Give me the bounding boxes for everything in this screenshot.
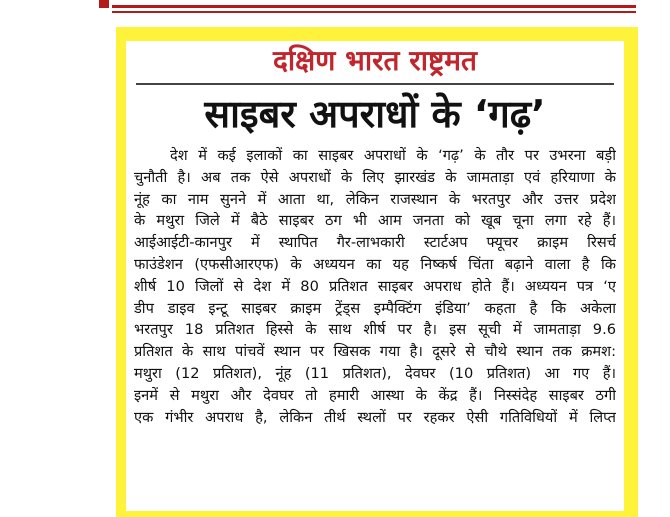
body-line: आईआईटी-कानपुर में स्थापित गैर-लाभकारी स्टार्टअप फ्यूचर क्राइम रिसर्च — [134, 234, 616, 252]
body-line: शीर्ष 10 जिलों से देश में 80 प्रतिशत साइबर अपराध होते हैं। अध्ययन पत्र ‘ए — [134, 277, 616, 295]
body-line: फाउंडेशन (एफसीआरएफ) के अध्ययन का यह निष्कर्ष चिंता बढ़ाने वाला है कि — [134, 255, 616, 273]
divider — [136, 83, 614, 85]
newspaper-name: दक्षिण भारत राष्ट्रमत — [272, 44, 478, 77]
body-line: के मथुरा जिले में बैठे साइबर ठग भी आम जनता को खूब चूना लगा रहे हैं। — [134, 212, 616, 230]
body-line: प्रतिशत के साथ पांचवें स्थान पर खिसक गया है। दूसरे से चौथे स्थान तक क्रमश: — [134, 343, 616, 361]
body-line: एक गंभीर अपराध है, लेकिन तीर्थ स्थलों पर रहकर ऐसी गतिविधियों में लिप्त — [134, 408, 616, 426]
clipping-content — [126, 41, 624, 511]
body-line: मथुरा (12 प्रतिशत), नूंह (11 प्रतिशत), देवघर (10 प्रतिशत) आ गए हैं। — [134, 364, 616, 382]
decorative-mark — [99, 0, 109, 8]
body-line: भरतपुर 18 प्रतिशत हिस्से के साथ शीर्ष पर है। इस सूची में जामताड़ा 9.6 — [134, 321, 616, 339]
top-border-rule-thin — [112, 11, 636, 13]
body-line: नूंह का नाम सुनने में आता था, लेकिन राजस्थान के भरतपुर और उत्तर प्रदेश — [134, 190, 616, 208]
newspaper-clipping — [116, 27, 638, 517]
body-line: इनमें से मथुरा और देवघर तो हमारी आस्था के केंद्र हैं। निस्संदेह साइबर ठगी — [134, 386, 616, 404]
body-line: चुनौती है। अब तक ऐसे अपराधों के लिए झारखंड के जामताड़ा एवं हरियाणा के — [134, 168, 616, 186]
body-line: देश में कई इलाकों का साइबर अपराधों के ‘गढ़’ के तौर पर उभरना बड़ी — [170, 147, 616, 164]
article-body — [134, 145, 616, 428]
article-headline: साइबर अपराधों के ‘गढ़’ — [204, 92, 546, 136]
top-border-rule — [112, 5, 636, 8]
body-line: डीप डाइव इन्टू साइबर क्राइम ट्रेंड्स इम्पैक्टिंग इंडिया’ कहता है कि अकेला — [134, 299, 616, 317]
